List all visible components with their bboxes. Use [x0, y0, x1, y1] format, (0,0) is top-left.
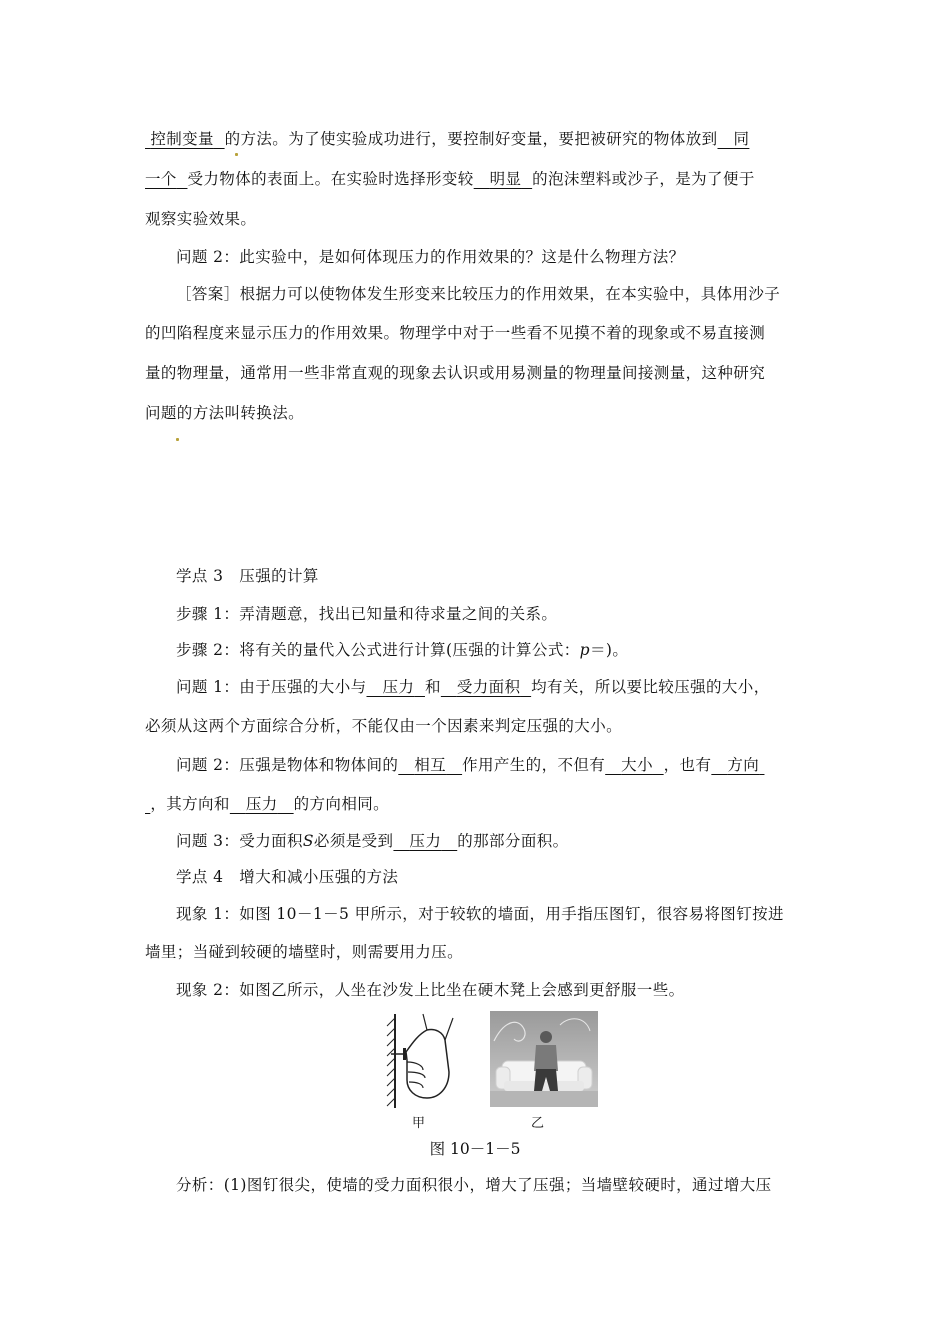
- figure-label-jia: 甲: [412, 1116, 426, 1131]
- answer-line-3: 量的物理量，通常用一些非常直观的现象去认识或用易测量的物理量间接测量，这种研究: [145, 364, 766, 382]
- answer-blank-obvious: 明显: [489, 170, 522, 188]
- question-3: 问题 3：受力面积S必须是受到 压力 的那部分面积。: [176, 832, 569, 850]
- hand-outline: [406, 1029, 449, 1098]
- answer-blank-direction: 方向: [727, 756, 760, 774]
- step-1: 步骤 1：弄清题意，找出已知量和待求量之间的关系。: [176, 605, 558, 623]
- question-2-line-1: 问题 2：压强是物体和物体间的 相互 作用产生的，不但有 大小 ，也有 方向: [176, 754, 810, 776]
- answer-blank-force-direction: 压力: [245, 795, 278, 813]
- answer-line-2: 的凹陷程度来显示压力的作用效果。物理学中对于一些看不见摸不着的现象或不易直接测: [145, 324, 766, 342]
- figure-label-yi: 乙: [531, 1116, 545, 1131]
- answer-line-4: 问题的方法叫转换法。: [145, 404, 305, 422]
- answer-blank-same-a: 同: [733, 130, 750, 148]
- analysis-line: 分析：(1)图钉很尖，使墙的受力面积很小，增大了压强；当墙壁较硬时，通过增大压: [176, 1176, 772, 1194]
- answer-blank-contact-area: 受力面积: [456, 678, 521, 696]
- step-2: 步骤 2：将有关的量代入公式进行计算(压强的计算公式：p＝)。: [176, 641, 629, 659]
- para-line-3: 观察实验效果。: [145, 210, 257, 228]
- stray-dot: [235, 153, 238, 156]
- answer-blank-control-variable: 控制变量: [150, 130, 214, 148]
- thumbtack-figure: [383, 1012, 455, 1110]
- phenomenon-1-line-2: 墙里；当碰到较硬的墙壁时，则需要用力压。: [145, 943, 464, 961]
- answer-blank-pressure-force: 压力: [382, 678, 415, 696]
- sofa-photo: [490, 1011, 598, 1107]
- answer-blank-pressure-force-2: 压力: [409, 832, 442, 850]
- stray-dot: [176, 438, 179, 441]
- question-2-line-2: ，其方向和 压力 的方向相同。: [150, 795, 390, 813]
- phenomenon-2: 现象 2：如图乙所示，人坐在沙发上比坐在硬木凳上会感到更舒服一些。: [176, 981, 685, 999]
- wall-hatching: [387, 1018, 395, 1106]
- answer-blank-same-b: 一个: [145, 170, 177, 188]
- answer-blank-mutual: 相互: [414, 756, 447, 774]
- figure-caption: 图 10－1－5: [429, 1140, 521, 1158]
- phenomenon-1-line-1: 现象 1：如图 10－1－5 甲所示，对于较软的墙面，用手指压图钉，很容易将图钉按进: [176, 905, 784, 923]
- question-2-top: 问题 2：此实验中，是如何体现压力的作用效果的？这是什么物理方法？: [176, 248, 685, 266]
- section-4-heading: 学点 4 增大和减小压强的方法: [176, 868, 399, 886]
- question-1-line-1: 问题 1：由于压强的大小与 压力 和 受力面积 均有关，所以要比较压强的大小，: [176, 678, 770, 696]
- para-line-1: 控制变量 的方法。为了使实验成功进行，要控制好变量，要把被研究的物体放到 同: [145, 128, 810, 150]
- para-line-2: 一个 受力物体的表面上。在实验时选择形变较 明显 的泡沫塑料或沙子，是为了便于: [145, 170, 755, 188]
- question-1-line-2: 必须从这两个方面综合分析，不能仅由一个因素来判定压强的大小。: [145, 717, 623, 735]
- answer-line-1: ［答案］根据力可以使物体发生形变来比较压力的作用效果，在本实验中，具体用沙子: [176, 285, 781, 303]
- answer-blank-magnitude: 大小: [621, 756, 653, 774]
- section-3-heading: 学点 3 压强的计算: [176, 567, 319, 585]
